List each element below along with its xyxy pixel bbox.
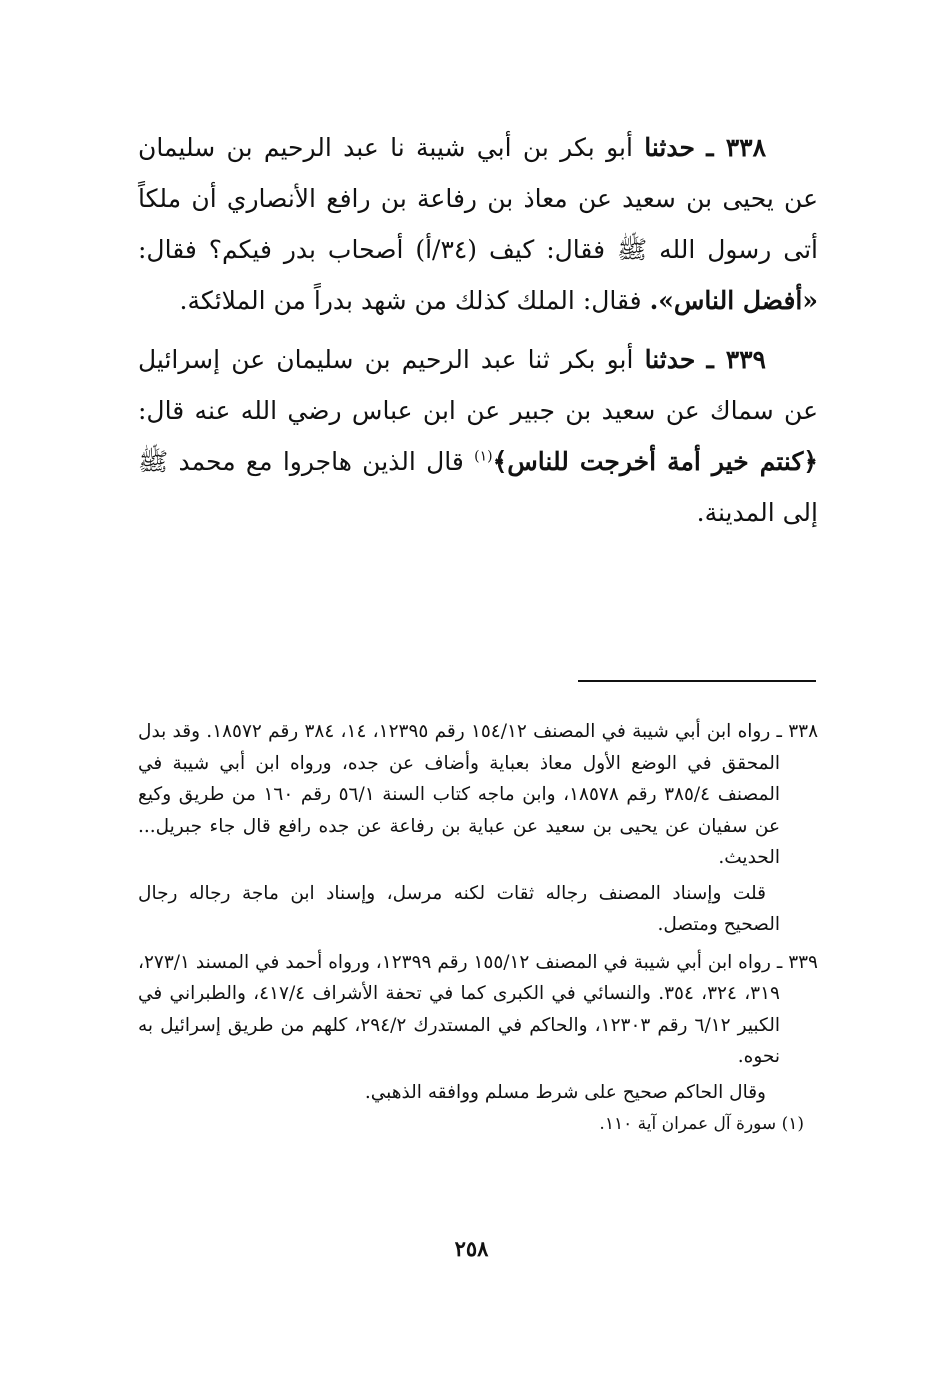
hadith-339-number: ٣٣٩ ـ <box>706 345 766 374</box>
footnote-reference: (١) <box>474 448 493 465</box>
hadith-338-text-2: فقال: الملك كذلك من شهد بدراً من الملائكة. <box>179 286 642 315</box>
hadith-339-lead: حدثنا <box>644 345 696 374</box>
hadith-338-lead: حدثنا <box>644 133 695 162</box>
hadith-339-text-1: أبو بكر ثنا عبد الرحيم بن سليمان عن إسرائيل عن سماك عن سعيد بن جبير عن ابن عباس رضي الله عنه قال: <box>138 345 818 425</box>
notes-section <box>138 716 818 1138</box>
main-text <box>138 122 818 546</box>
hadith-338-quote: «أفضل الناس». <box>649 286 818 315</box>
note-338-comment: قلت وإسناد المصنف رجاله ثقات لكنه مرسل، وإسناد ابن ماجة رجاله رجال الصحيح ومتصل. <box>138 882 780 935</box>
footnote-separator <box>578 680 816 682</box>
note-339: ٣٣٩ ـ رواه ابن أبي شيبة في المصنف ١٥٥/١٢ رقم ١٢٣٩٩، ورواه أحمد في المسند ٢٧٣/١، ٣١٩، ٣٢٤، ٣٥٤. والنسائي في الكبرى كما في تحفة الأشراف ٤١٧/٤، والطبراني في الكبير ٦/١٢ رقم ١٢٣٠٣، والحاكم في المستدرك ٢٩٤/٢، كلهم من طريق إسرائيل به نحوه. <box>138 951 818 1067</box>
note-338: ٣٣٨ ـ رواه ابن أبي شيبة في المصنف ١٥٤/١٢ رقم ١٢٣٩٥، ١٤، ٣٨٤ رقم ١٨٥٧٢. وقد بدل المحقق في الوضع الأول معاذ بعباية وأضاف عن جده، ورواه ابن أبي شيبة في المصنف ٣٨٥/٤ رقم ١٨٥٧٨، وابن ماجه كتاب السنة ٥٦/١ رقم ١٦٠ من طريق وكيع عن سفيان عن يحيى بن سعيد عن عباية بن رفاعة عن جده رافع قال جاء جبريل... الحديث. <box>138 721 819 868</box>
hadith-339-text-2: قال الذين هاجروا مع محمد ﷺ إلى المدينة. <box>138 447 818 527</box>
note-339-comment: وقال الحاكم صحيح على شرط مسلم ووافقه الذهبي. <box>364 1081 766 1103</box>
quran-quote: ﴿كنتم خير أمة أخرجت للناس﴾ <box>492 447 818 476</box>
page-number: ٢٥٨ <box>454 1236 489 1261</box>
footnote-1: (١) سورة آل عمران آية ١١٠. <box>599 1114 804 1134</box>
hadith-338-text-1: أبو بكر بن أبي شيبة نا عبد الرحيم بن سليمان عن يحيى بن سعيد عن معاذ بن رفاعة بن رافع الأنصاري أن ملكاً أتى رسول الله ﷺ فقال: كيف (٣٤/أ) أصحاب بدر فيكم؟ فقال: <box>138 133 818 264</box>
hadith-339 <box>138 334 818 538</box>
hadith-338 <box>138 122 818 326</box>
hadith-338-number: ٣٣٨ ـ <box>706 133 767 162</box>
